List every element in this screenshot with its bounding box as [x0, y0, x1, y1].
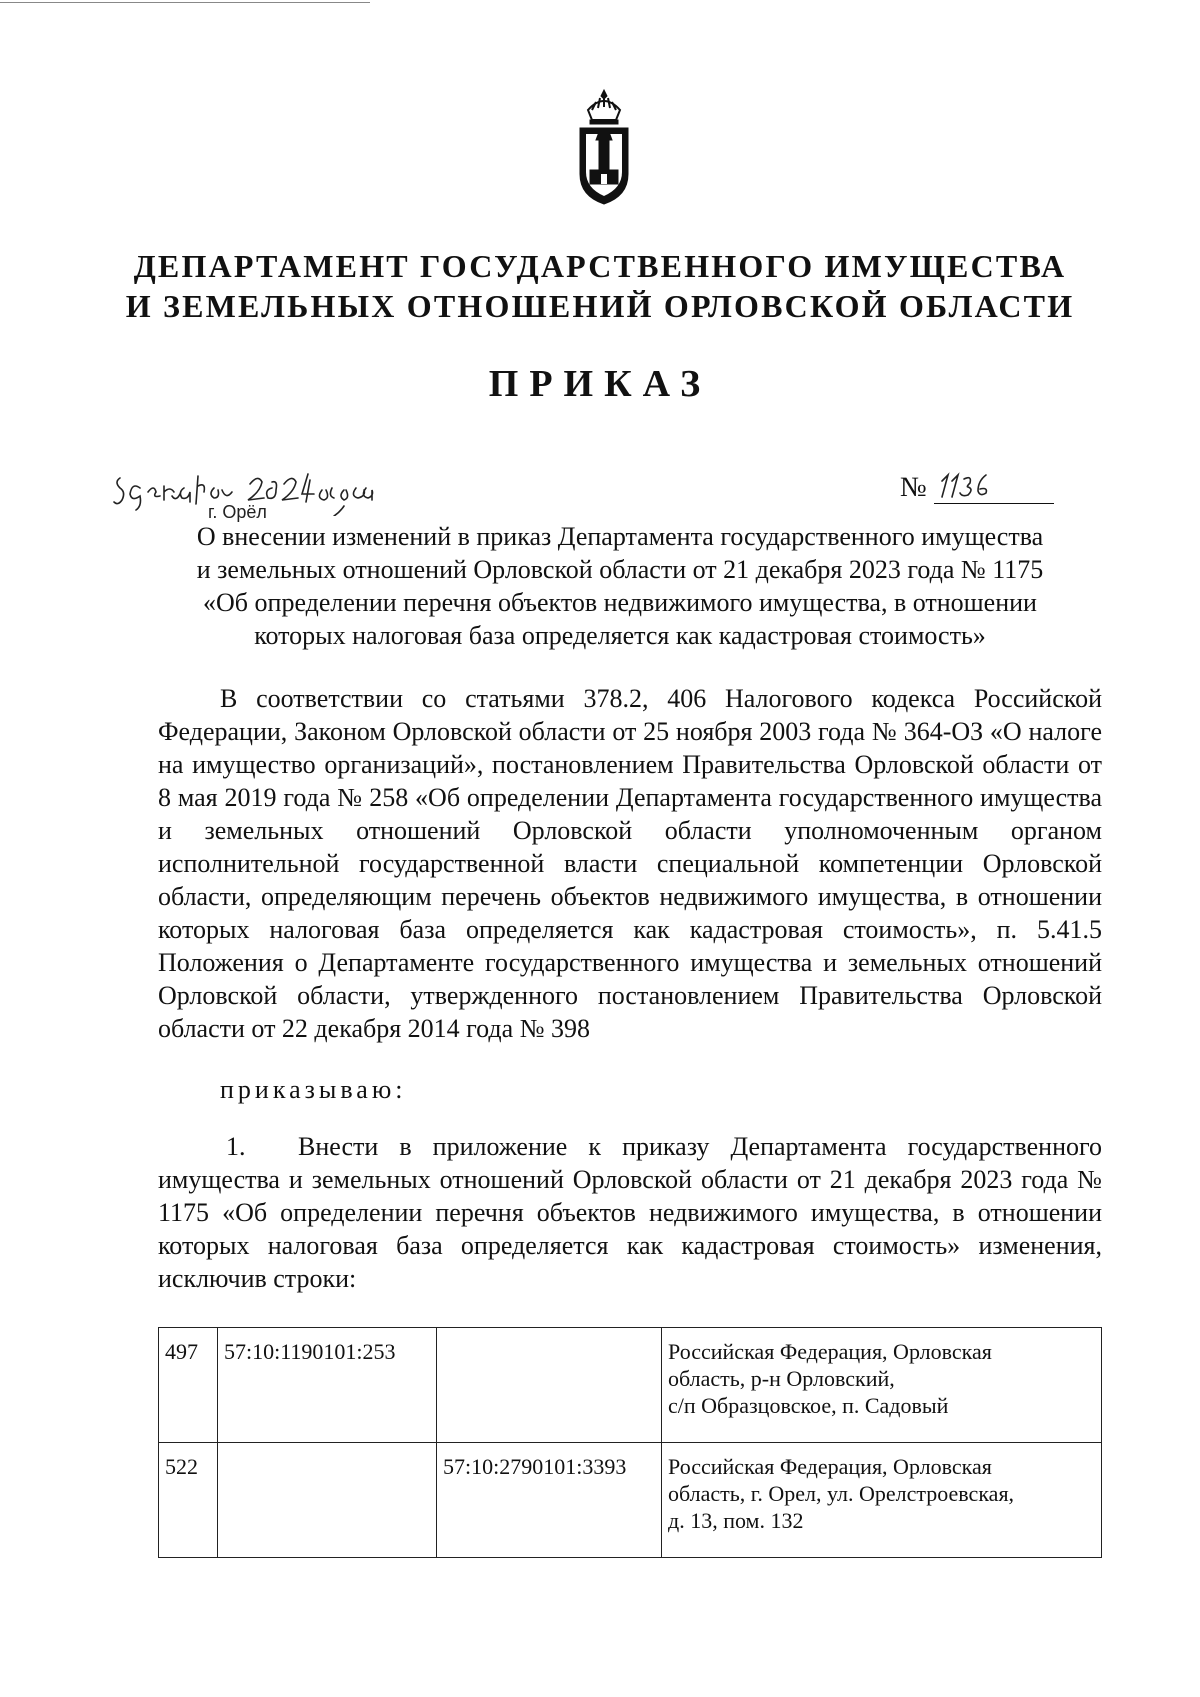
- row-number-cell: 497: [159, 1328, 218, 1443]
- address-line3: с/п Образцовское, п. Садовый: [668, 1393, 949, 1418]
- address-line3: д. 13, пом. 132: [668, 1508, 804, 1533]
- cadastral-premises-cell: [437, 1328, 662, 1443]
- coat-of-arms-emblem: [574, 88, 634, 206]
- address-line1: Российская Федерация, Орловская: [668, 1339, 992, 1364]
- preamble-section: [158, 682, 1102, 1045]
- subject-line2: и земельных отношений Орловской области от 21 декабря 2023 года № 1175: [196, 555, 1044, 584]
- document-type-title: ПРИКАЗ: [488, 363, 712, 405]
- item-1-section: [158, 1130, 1102, 1295]
- order-number: [900, 472, 1054, 504]
- table-row: [159, 1443, 1102, 1558]
- address-line2: область, г. Орел, ул. Орелстроевская,: [668, 1481, 1015, 1506]
- preamble-paragraph: В соответствии со статьями 378.2, 406 Налогового кодекса Российской Федерации, Законом Орловской области от 25 ноября 2003 года № 364-ОЗ «О налоге на имущество организаций», постановлением Правительства Орловской области от 8 мая 2019 года № 258 «Об определении Департамента государственного имущества и земельных отношений Орловской области уполномоченным органом исполнительной государственной власти специальной компетенции Орловской области, определяющим перечень объектов недвижимого имущества, в отношении которых налоговая база определяется как кадастровая стоимость», п. 5.41.5 Положения о Департаменте государственного имущества и земельных отношений Орловской области, утвержденного постановлением Правительства Орловской области от 22 декабря 2014 года № 398: [158, 684, 1102, 1043]
- cadastral-premises-cell: 57:10:2790101:3393: [437, 1443, 662, 1558]
- subject-line1: О внесении изменений в приказ Департамента государственного имущества: [196, 522, 1044, 551]
- subject-line3: «Об определении перечня объектов недвижимого имущества, в отношении: [203, 588, 1037, 617]
- cadastral-land-cell: [218, 1443, 437, 1558]
- number-sign: №: [900, 472, 927, 503]
- address-line2: область, р-н Орловский,: [668, 1366, 895, 1391]
- address-cell: [662, 1328, 1102, 1443]
- decree-word: приказываю:: [220, 1075, 407, 1104]
- item-1-text: Внести в приложение к приказу Департамента государственного имущества и земельных отношений Орловской области от 21 декабря 2023 года № 1175 «Об определении перечня объектов недвижимого имущества, в отношении которых налоговая база определяется как кадастровая стоимость» изменения, исключив строки:: [158, 1132, 1102, 1293]
- number-underline: [934, 477, 1054, 504]
- department-title-line2: И ЗЕМЕЛЬНЫХ ОТНОШЕНИЙ ОРЛОВСКОЙ ОБЛАСТИ: [125, 288, 1075, 324]
- table-row: [159, 1328, 1102, 1443]
- department-title: [0, 246, 1200, 326]
- row-number-cell: 522: [159, 1443, 218, 1558]
- item-1-number: 1.: [226, 1132, 246, 1161]
- excluded-rows-table: [158, 1327, 1102, 1558]
- scan-edge-line: [0, 2, 370, 3]
- handwritten-number-signature: [938, 471, 998, 501]
- subject-line4: которых налоговая база определяется как кадастровая стоимость»: [254, 621, 986, 650]
- cadastral-land-cell: 57:10:1190101:253: [218, 1328, 437, 1443]
- department-title-line1: ДЕПАРТАМЕНТ ГОСУДАРСТВЕННОГО ИМУЩЕСТВА: [133, 248, 1067, 284]
- city-label: г. Орёл: [208, 502, 267, 522]
- address-cell: [662, 1443, 1102, 1558]
- address-line1: Российская Федерация, Орловская: [668, 1454, 992, 1479]
- order-subject: [140, 520, 1100, 652]
